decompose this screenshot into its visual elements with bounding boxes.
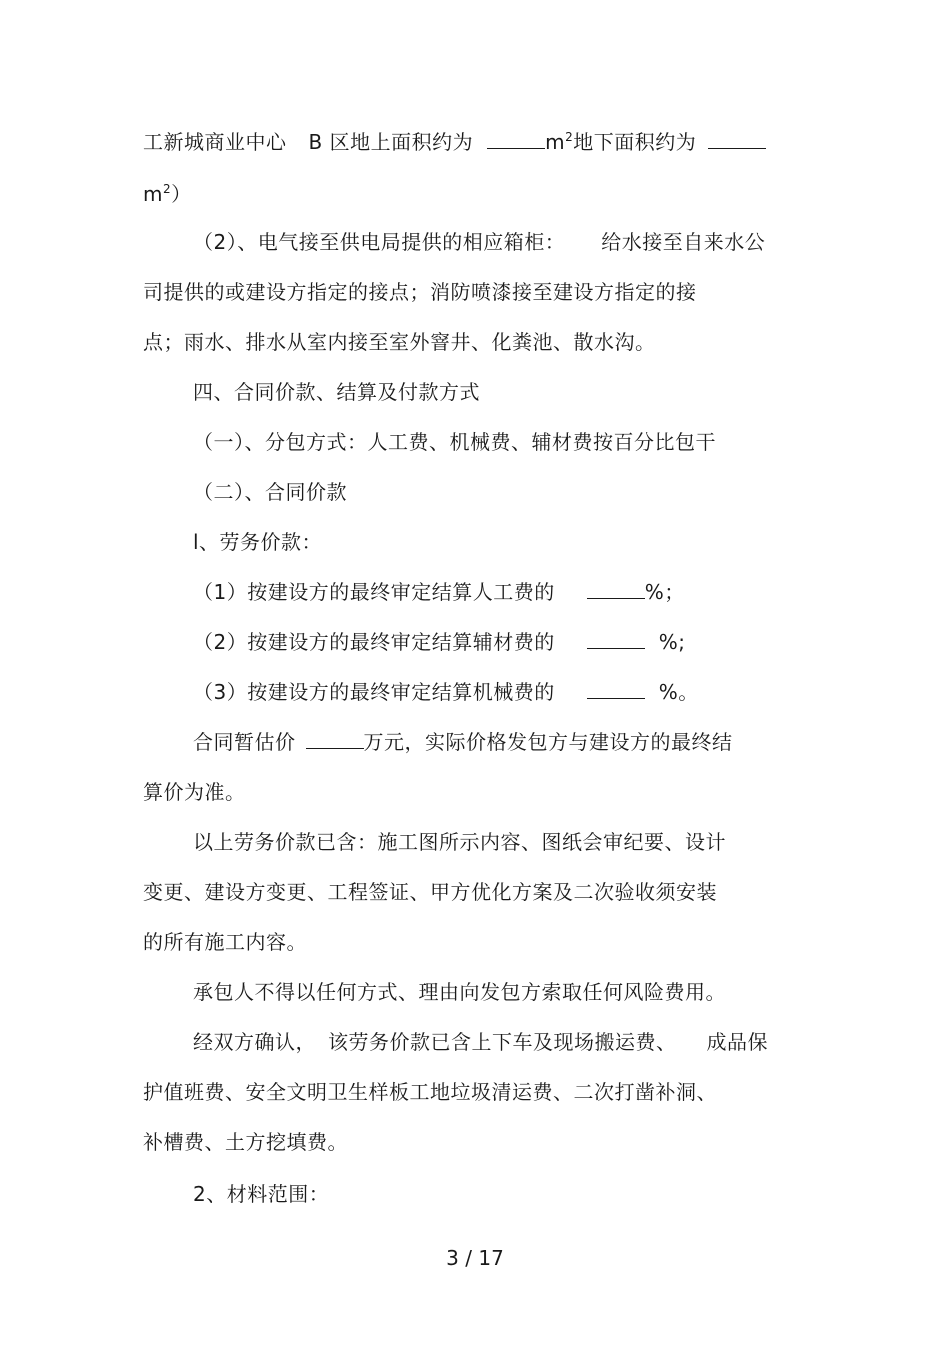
text-segment: （1）按建设方的最终审定结算人工费的 (193, 580, 555, 604)
text-line: 司提供的或建设方指定的接点；消防喷漆接至建设方指定的接 (143, 280, 697, 304)
text-line: 护值班费、安全文明卫生样板工地垃圾清运费、二次打凿补洞、 (143, 1080, 717, 1104)
text-segment: 地下面积约为 (573, 130, 697, 154)
text-line (193, 630, 685, 654)
text-segment: 合同暂估价 (193, 730, 296, 754)
text-segment: %; (658, 630, 686, 654)
text-line: （一）、分包方式：人工费、机械费、辅材费按百分比包干 (193, 430, 716, 454)
text-line (193, 580, 685, 604)
text-line: l、劳务价款： (193, 530, 323, 554)
fill-in-blank (587, 630, 645, 649)
section-heading: 四、合同价款、结算及付款方式 (193, 380, 480, 404)
text-segment: （3）按建设方的最终审定结算机械费的 (193, 680, 555, 704)
text-segment: 工新城商业中心 (143, 130, 287, 154)
text-line: （二）、合同价款 (193, 480, 347, 504)
fill-in-blank (587, 580, 645, 599)
text-line: 算价为准。 (143, 780, 246, 804)
text-line (193, 230, 765, 254)
text-line: 以上劳务价款已含：施工图所示内容、图纸会审纪要、设计 (193, 830, 726, 854)
page-number: 3 / 17 (446, 1246, 504, 1270)
text-line (143, 130, 766, 154)
text-segment: ） (171, 182, 192, 206)
text-line (193, 1030, 768, 1054)
text-segment: %； (644, 580, 685, 604)
text-segment: m (143, 182, 163, 206)
fill-in-blank (487, 130, 545, 149)
text-segment: 该劳务价款已含上下车及现场搬运费、 (328, 1030, 677, 1054)
fill-in-blank (708, 130, 766, 149)
text-segment: 万元，实际价格发包方与建设方的最终结 (363, 730, 733, 754)
fill-in-blank (306, 730, 364, 749)
superscript: 2 (565, 130, 574, 144)
text-line: 承包人不得以任何方式、理由向发包方索取任何风险费用。 (193, 980, 726, 1004)
text-segment: B 区地上面积约为 (308, 130, 474, 154)
text-line: 的所有施工内容。 (143, 930, 307, 954)
text-segment: m (545, 130, 566, 154)
text-segment: （2）按建设方的最终审定结算辅材费的 (193, 630, 555, 654)
text-line: 补槽费、土方挖填费。 (143, 1130, 348, 1154)
text-segment: （2）、电气接至供电局提供的相应箱柜： (193, 230, 566, 254)
text-segment: 成品保 (706, 1030, 768, 1054)
fill-in-blank (587, 680, 645, 699)
text-line: 2、材料范围： (193, 1182, 330, 1206)
text-segment: %。 (658, 680, 699, 704)
text-line (143, 182, 192, 206)
text-line: 变更、建设方变更、工程签证、甲方优化方案及二次验收须安装 (143, 880, 717, 904)
text-segment: 给水接至自来水公 (601, 230, 766, 254)
text-line (193, 680, 699, 704)
text-segment: 经双方确认， (193, 1030, 316, 1054)
text-line (193, 730, 733, 754)
text-line: 点；雨水、排水从室内接至室外窨井、化粪池、散水沟。 (143, 330, 656, 354)
superscript: 2 (162, 182, 172, 196)
